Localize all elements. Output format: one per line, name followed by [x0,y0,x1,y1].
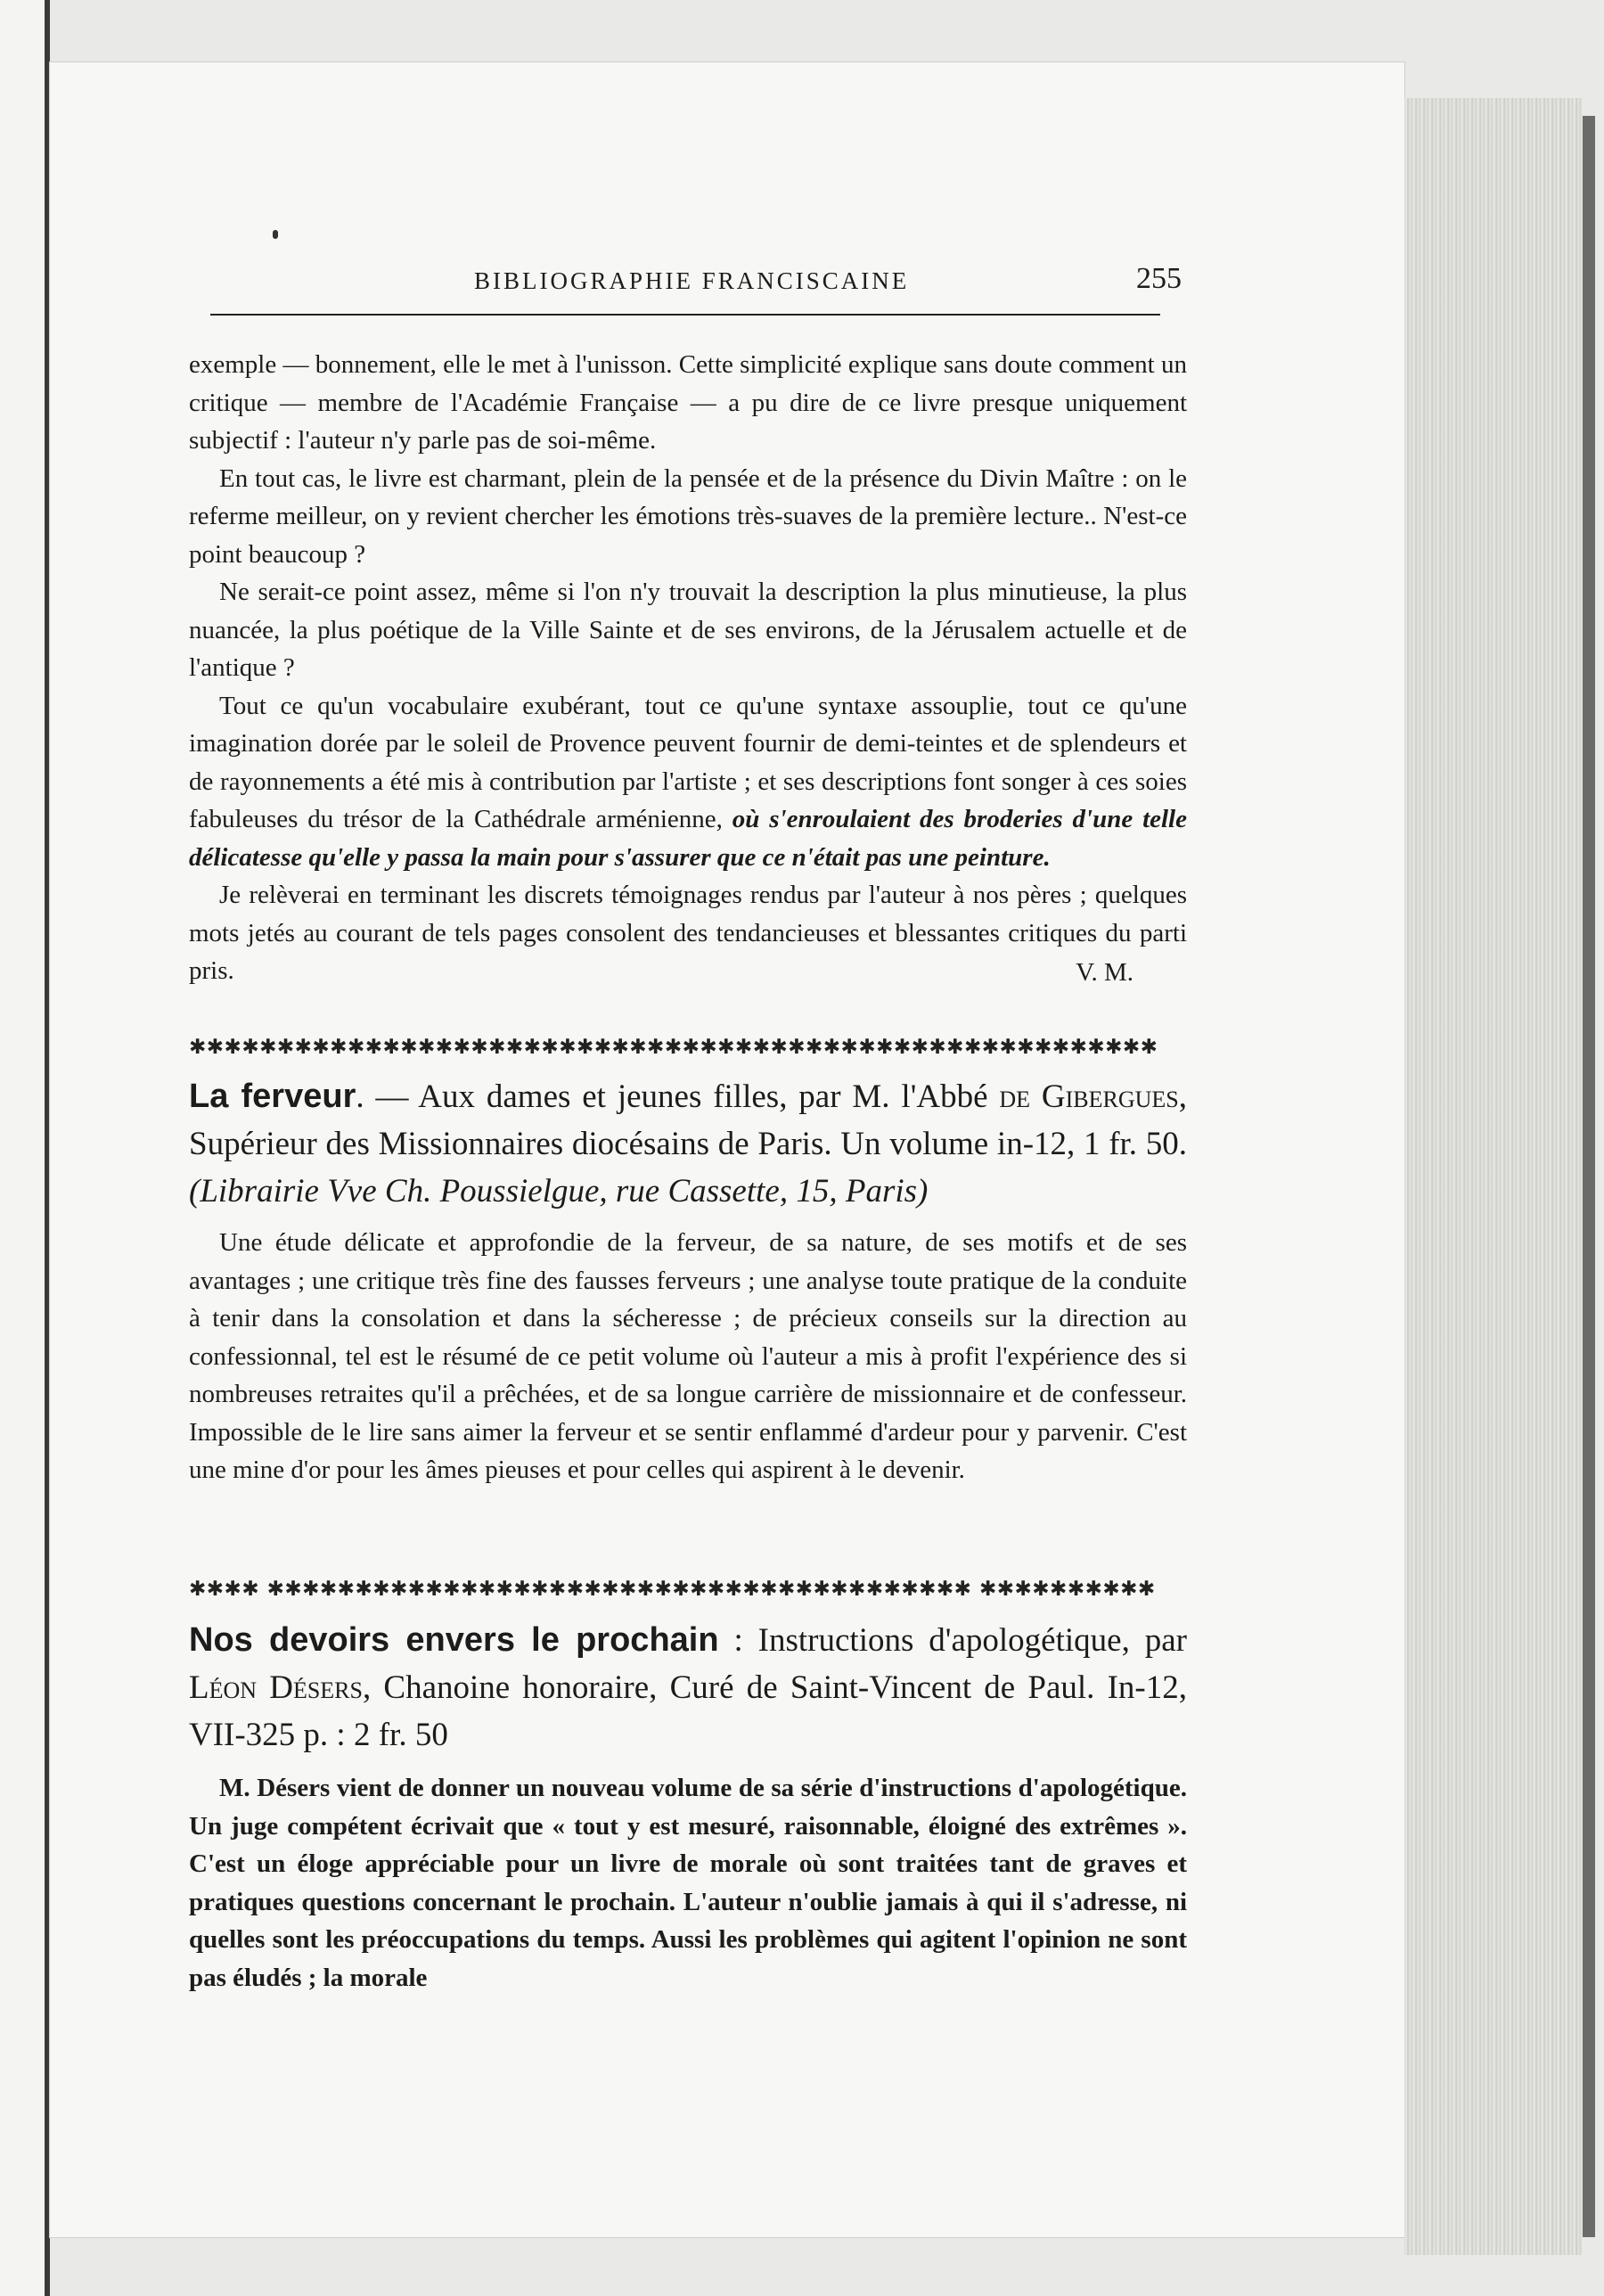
running-title: BIBLIOGRAPHIE FRANCISCAINE [474,267,910,294]
paragraph-text: Tout ce qu'un vocabulaire exubérant, tout ce qu'une syntaxe assouplie, tout ce qu'une imagination dorée par le soleil de Provence peuvent fournir de demi-teintes et de splendeurs et de rayonnements a été mis à contribution par l'artiste ; et ses descriptions font songer à ces soies fabuleuses du trésor de la Cathédrale arménienne, [189,691,1187,833]
entry-head-text: , Chanoine honoraire, Curé de Saint-Vincent de Paul. In-12, VII-325 p. : 2 fr. 50 [189,1669,1187,1753]
entry-publisher: (Librairie Vve Ch. Poussielgue, rue Cassette, 15, Paris) [189,1173,929,1210]
book-spine-edge [1583,116,1595,2237]
entry-title: Nos devoirs envers le prochain [189,1621,719,1659]
entry-heading [189,1617,1187,1759]
paragraph: En tout cas, le livre est charmant, plein de la pensée et de la présence du Divin Maître : on le referme meilleur, on y revient chercher les émotions très-suaves de la première lecture.. N'est-ce point beaucoup ? [189,463,1187,569]
paragraph: Je relèverai en terminant les discrets témoignages rendus par l'auteur à nos pères ; quelques mots jetés au courant de tels pages consolent des tendancieuses et blessantes critiques du parti pris. [189,881,1187,985]
paragraph [189,687,1187,877]
entry-body: Une étude délicate et approfondie de la ferveur, de sa nature, de ses motifs et de ses avantages ; une critique très fine des fausses ferveurs ; une analyse toute pratique de la conduite à tenir dans la consolation et dans la sécheresse ; de précieux conseils sur la direction au confessionnal, tel est le résumé de ce petit volume où l'auteur a mis à profit l'expérience des si nombreuses retraites qu'il a prêchées, et de sa longue carrière de missionnaire et de confesseur. Impossible de le lire sans aimer la ferveur et se sentir enflammé d'ardeur pour y parvenir. C'est une mine d'or pour les âmes pieuses et pour celles qui aspirent à le devenir. [189,1228,1187,1484]
star-separator: ✱✱✱✱✱✱✱✱✱✱✱✱✱✱✱✱✱✱✱✱✱✱✱✱✱✱✱✱✱✱✱✱✱✱✱✱✱✱✱✱✱✱✱✱✱✱✱✱✱✱✱✱✱✱✱ [189,1036,1158,1059]
page-edges [1404,98,1583,2255]
ink-speck [273,230,278,239]
entry-head-text: : Instructions d'apologétique, par [718,1622,1187,1659]
entry-head-text: . — Aux dames et jeunes filles, par M. l'Abbé [356,1078,1000,1115]
entry-title: La ferveur [189,1078,356,1115]
star-separator: ✱✱✱✱ ✱✱✱✱✱✱✱✱✱✱✱✱✱✱✱✱✱✱✱✱✱✱✱✱✱✱✱✱✱✱✱✱✱✱✱✱✱✱✱✱ ✱✱✱✱✱✱✱✱✱✱ [189,1578,1156,1601]
paragraph: exemple — bonnement, elle le met à l'unisson. Cette simplicité explique sans doute comment un critique — membre de l'Académie Française — a pu dire de ce livre presque uniquement subjectif : l'auteur n'y parle pas de soi-même. [189,350,1187,455]
signature: V. M. [1076,957,1133,987]
header-rule [210,314,1160,316]
review-continuation [189,346,1187,990]
italic-quote: où s'enroulaient des broderies d'une telle délicatesse qu'elle y passa la main pour s'assurer que ce n'était pas une peinture. [189,805,1187,872]
entry-nos-devoirs [189,1617,1187,1997]
entry-body: M. Désers vient de donner un nouveau volume de sa série d'instructions d'apologétique. Un juge compétent écrivait que « tout y est mesuré, raisonnable, éloigné des extrêmes ». C'est un éloge appréciable pour un livre de morale où sont traitées tant de graves et pratiques questions concernant le prochain. L'auteur n'oublie jamais à qui il s'adresse, ni quelles sont les préoccupations du temps. Aussi les problèmes qui agitent l'opinion ne sont pas éludés ; la morale [189,1774,1187,1992]
scan-left-border [0,0,50,2296]
entry-author: de Gibergues [999,1078,1179,1115]
entry-author: Léon Désers [189,1669,363,1706]
page-number: 255 [1136,262,1182,295]
running-header [210,262,1182,312]
entry-head-text: , Supérieur des Missionnaires diocésains de Paris. Un volume in-12, 1 fr. 50. [189,1078,1187,1162]
paragraph: Ne serait-ce point assez, même si l'on n'y trouvait la description la plus minutieuse, la plus nuancée, la plus poétique de la Ville Sainte et de ses environs, de la Jérusalem actuelle et de l'antique ? [189,578,1187,682]
entry-heading [189,1073,1187,1215]
entry-la-ferveur [189,1073,1187,1489]
